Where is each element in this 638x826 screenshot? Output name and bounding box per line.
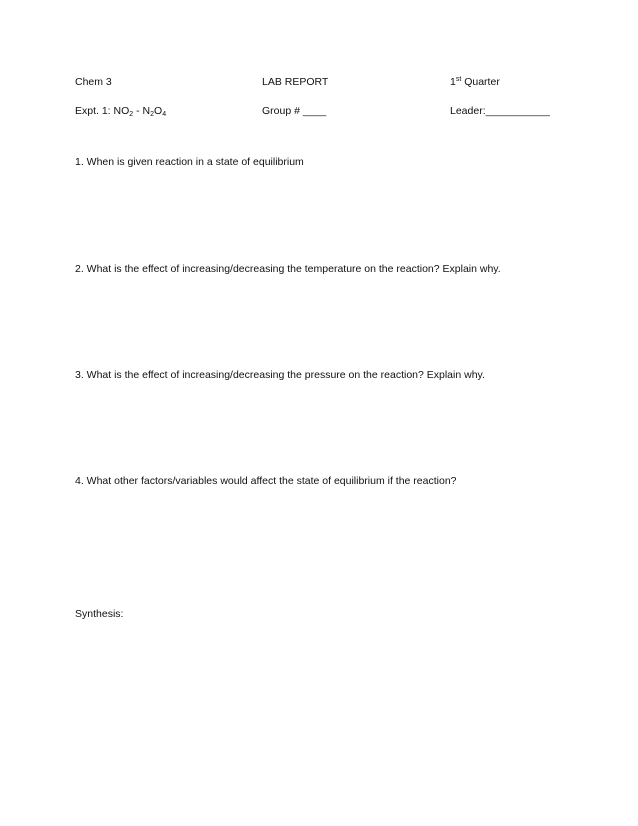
- experiment-title: [75, 105, 166, 118]
- no2-subscript: 2: [129, 111, 134, 118]
- quarter-word: Quarter: [461, 76, 500, 88]
- course-name: Chem 3: [75, 76, 112, 88]
- n2o4-subscript-n: 2: [150, 111, 155, 118]
- question-2: 2. What is the effect of increasing/decreasing the temperature on the reaction? Explain why.: [75, 263, 501, 275]
- question-3: 3. What is the effect of increasing/decreasing the pressure on the reaction? Explain why.: [75, 369, 485, 381]
- quarter-suffix: st: [455, 76, 462, 83]
- experiment-mid: - N: [133, 105, 151, 117]
- group-field: Group # ____: [262, 105, 327, 117]
- experiment-o: O: [154, 105, 163, 117]
- question-4: 4. What other factors/variables would affect the state of equilibrium if the reaction?: [75, 475, 457, 487]
- quarter-label: [450, 76, 500, 89]
- quarter-number: 1: [450, 76, 456, 88]
- n2o4-subscript-o: 4: [162, 111, 167, 118]
- leader-field: Leader:___________: [450, 105, 550, 117]
- experiment-prefix: Expt. 1: NO: [75, 105, 130, 117]
- report-type: LAB REPORT: [262, 76, 329, 88]
- question-1: 1. When is given reaction in a state of equilibrium: [75, 156, 304, 168]
- synthesis-label: Synthesis:: [75, 608, 124, 620]
